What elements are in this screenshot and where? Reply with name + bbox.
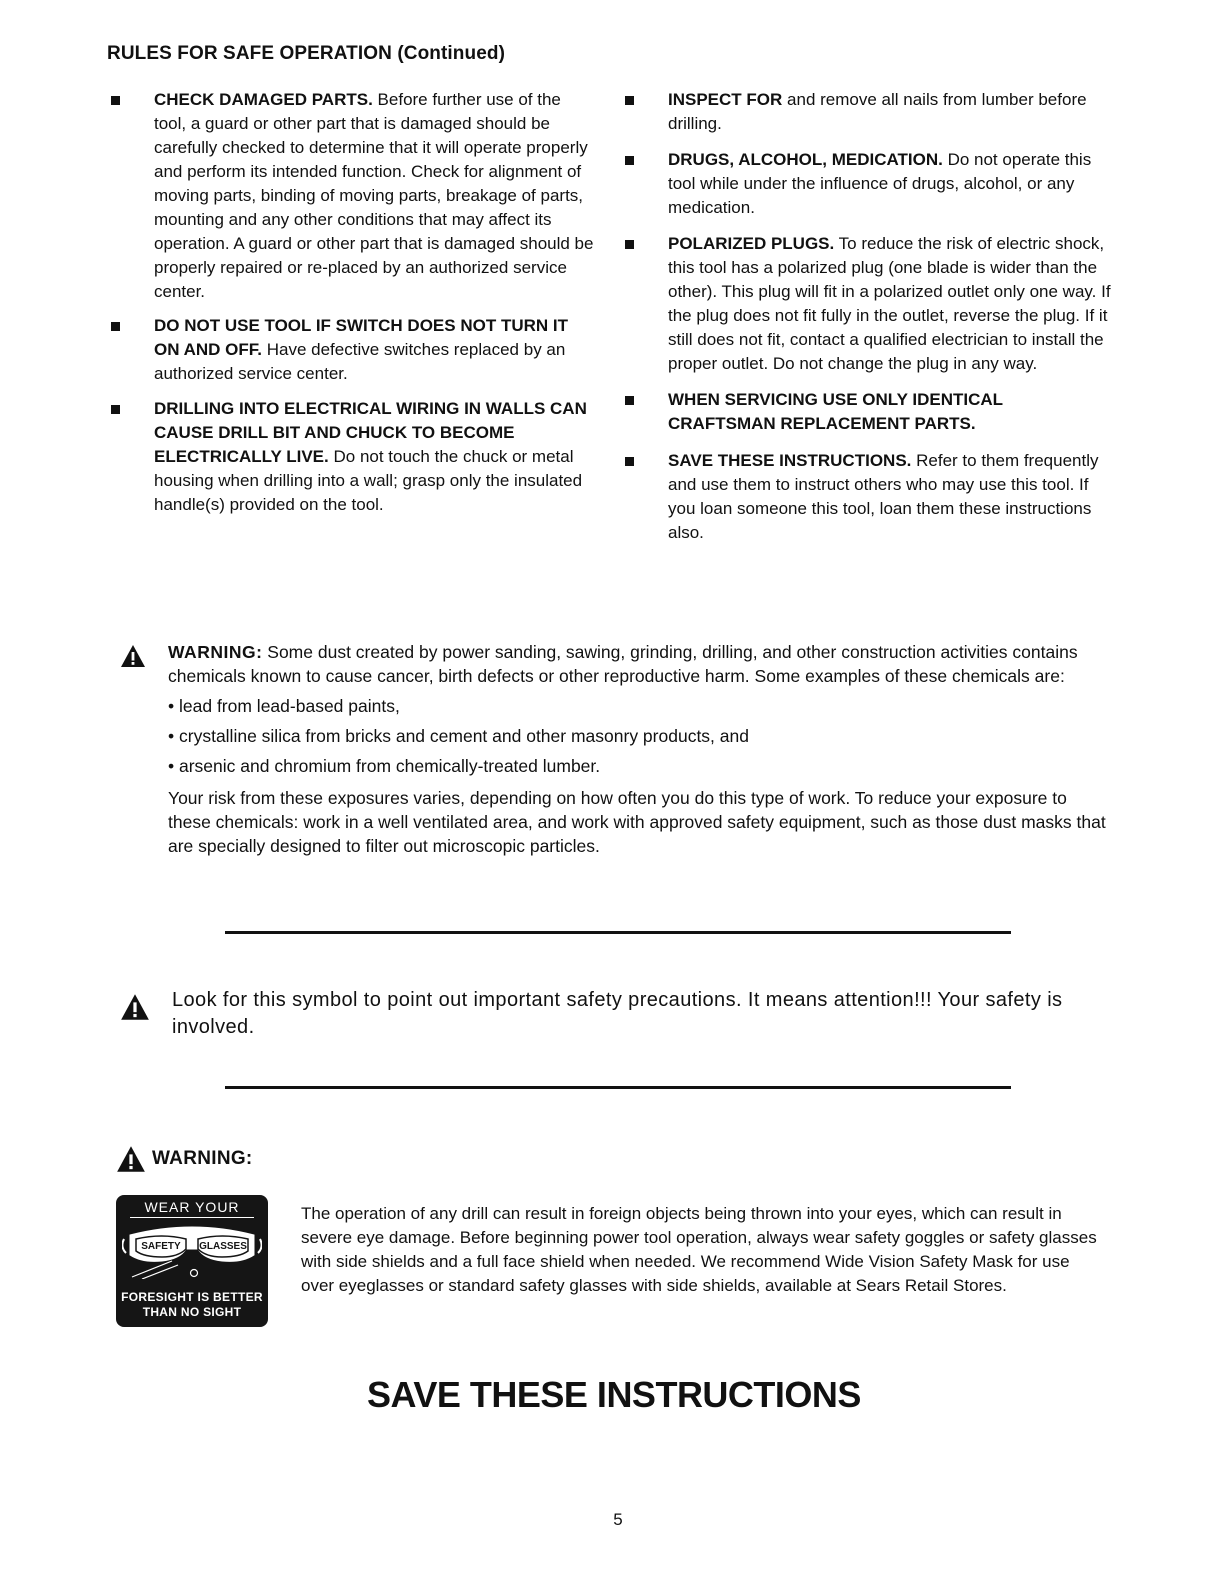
page-number: 5	[613, 1510, 623, 1529]
warning-triangle-icon	[120, 644, 146, 668]
rule-body: and remove all nails from lumber before drilling.	[668, 90, 1087, 133]
warning-intro-text: Some dust created by power sanding, sawing, grinding, drilling, and other construction activities contains chemicals known to cause cancer, birth defects or other reproductive harm. Some examples of these chemicals are:	[168, 642, 1078, 686]
rule-body: Do not touch the chuck or metal housing when drilling into a wall; grasp only the insulated handle(s) provided on the tool.	[154, 447, 583, 514]
rule-heading: POLARIZED PLUGS.	[668, 234, 835, 253]
rule-item	[621, 88, 1111, 136]
save-instructions-title: SAVE THESE INSTRUCTIONS	[367, 1374, 861, 1415]
badge-lens-right: GLASSES	[199, 1241, 247, 1252]
rule-heading: DRILLING INTO ELECTRICAL WIRING IN WALLS CAN CAUSE DRILL BIT AND CHUCK TO BECOME ELECTRICALLY LIVE.	[154, 399, 587, 466]
rule-body: Refer to them frequently and use them to instruct others who may use this tool. If you loan someone this tool, loan them these instructions also.	[668, 451, 1099, 542]
rule-heading: DO NOT USE TOOL IF SWITCH DOES NOT TURN IT ON AND OFF.	[154, 316, 568, 359]
warning-triangle-icon	[120, 993, 150, 1021]
chemical-list	[168, 694, 1110, 778]
warning-triangle-icon	[116, 1145, 146, 1173]
safety-symbol-note	[120, 987, 1110, 1041]
rule-heading: SAVE THESE INSTRUCTIONS.	[668, 451, 912, 470]
rule-body: Have defective switches replaced by an authorized service center.	[154, 340, 566, 383]
badge-divider	[130, 1217, 254, 1218]
badge-lens-left: SAFETY	[141, 1241, 181, 1252]
square-bullet-icon	[625, 457, 634, 466]
rule-body: To reduce the risk of electric shock, this tool has a polarized plug (one blade is wider than the other). This plug will fit in a polarized outlet only one way. If the plug does not fit fully in the outlet, reverse the plug. If it still does not fit, contact a qualified electrician to install the proper outlet. Do not change the plug in any way.	[668, 234, 1111, 373]
chemical-warning-content	[168, 640, 1110, 858]
divider	[225, 931, 1011, 934]
square-bullet-icon	[111, 322, 120, 331]
chemical-warning	[120, 640, 1110, 858]
rule-heading: WHEN SERVICING USE ONLY IDENTICAL CRAFTSMAN REPLACEMENT PARTS.	[668, 390, 1003, 433]
rule-item	[621, 388, 1111, 436]
symbol-note-text: Look for this symbol to point out important safety precautions. It means attention!!! Your safety is involved.	[172, 989, 1063, 1038]
chemical-warning-intro	[168, 640, 1110, 688]
list-item: • lead from lead-based paints,	[168, 694, 1110, 718]
rules-right-column	[621, 88, 1111, 557]
exposure-risk-text: Your risk from these exposures varies, depending on how often you do this type of work. To reduce your exposure to these chemicals: work in a well ventilated area, and work with approved safety equipment, such as those dust masks that are specially designed to filter out microscopic particles.	[168, 788, 1106, 856]
eye-warning-header	[116, 1145, 253, 1173]
square-bullet-icon	[625, 96, 634, 105]
square-bullet-icon	[111, 405, 120, 414]
rule-item	[621, 148, 1111, 220]
badge-bottom-line1: FORESIGHT IS BETTER	[121, 1290, 263, 1304]
rules-left-column	[107, 88, 597, 529]
divider	[225, 1086, 1011, 1089]
list-item: • arsenic and chromium from chemically-treated lumber.	[168, 754, 1110, 778]
rule-heading: INSPECT FOR	[668, 90, 783, 109]
rule-item	[621, 232, 1111, 376]
rule-item	[107, 88, 597, 304]
rule-item	[621, 449, 1111, 545]
rule-body: Do not operate this tool while under the influence of drugs, alcohol, or any medication.	[668, 150, 1092, 217]
rule-item	[107, 397, 597, 517]
badge-top-text: WEAR YOUR	[144, 1199, 240, 1215]
list-item: • crystalline silica from bricks and cement and other masonry products, and	[168, 724, 1110, 748]
warning-label: WARNING:	[168, 642, 263, 662]
square-bullet-icon	[111, 96, 120, 105]
eye-warning-text: The operation of any drill can result in foreign objects being thrown into your eyes, which can result in severe eye damage. Before beginning power tool operation, always wear safety goggles or safety glasses with side shields and a full face shield when needed. We recommend Wide Vision Safety Mask for use over eyeglasses or standard safety glasses with side shields, available at Sears Retail Stores.	[301, 1204, 1097, 1295]
square-bullet-icon	[625, 156, 634, 165]
rule-item	[107, 314, 597, 386]
badge-bottom-line2: THAN NO SIGHT	[142, 1305, 242, 1319]
square-bullet-icon	[625, 240, 634, 249]
safety-goggles-icon	[122, 1221, 262, 1279]
safety-glasses-badge	[116, 1195, 268, 1327]
page-title: RULES FOR SAFE OPERATION (Continued)	[107, 43, 506, 64]
warning-label: WARNING:	[152, 1148, 253, 1169]
rule-heading: DRUGS, ALCOHOL, MEDICATION.	[668, 150, 943, 169]
rule-body: Before further use of the tool, a guard or other part that is damaged should be carefully checked to determine that it will operate properly and perform its intended function. Check for alignment of moving parts, binding of moving parts, breakage of parts, mounting and any other conditions that may affect its operation. A guard or other part that is damaged should be properly repaired or re-placed by an authorized service center.	[154, 90, 594, 301]
square-bullet-icon	[625, 396, 634, 405]
rule-heading: CHECK DAMAGED PARTS.	[154, 90, 373, 109]
